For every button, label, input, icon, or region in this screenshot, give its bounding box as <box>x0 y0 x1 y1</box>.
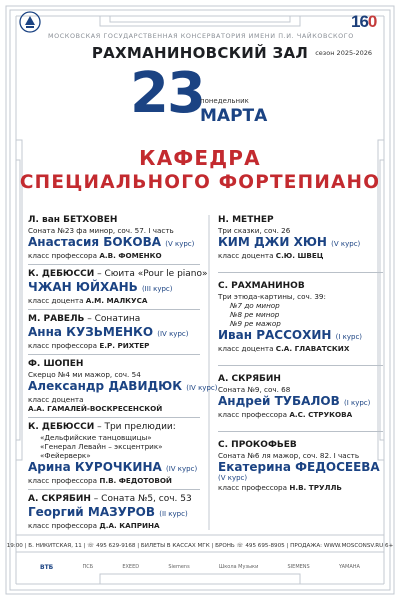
performer: Екатерина ФЕДОСЕЕВА <box>218 460 380 474</box>
sponsor-logo: EXEED <box>122 564 140 570</box>
program-item <box>28 422 200 485</box>
work-part: «Генерал Левайн – эксцентрик» <box>40 442 163 451</box>
divider <box>218 431 383 432</box>
performer: Анастасия БОКОВА (V курс) <box>28 235 195 249</box>
divider <box>28 354 200 355</box>
footer-info: 19:00 | Б. НИКИТСКАЯ, 11 | ☏ 495 629-9168 | БИЛЕТЫ В КАССАХ МГК | БРОНЬ ☏ 495 695-8905 | ПРОДАЖА: WWW.MOSCONSV.RU 6+ <box>6 543 394 549</box>
work: Скерцо №4 ми мажор, соч. 54 <box>28 370 141 379</box>
program-left-column <box>28 215 218 530</box>
composer: Л. ван БЕТХОВЕН <box>28 215 118 225</box>
course: (V курс) <box>331 240 361 248</box>
divider <box>28 309 200 310</box>
program-item <box>218 374 383 419</box>
divider <box>28 264 200 265</box>
concert-weekday: понедельник <box>200 97 249 105</box>
performer: Андрей ТУБАЛОВ (I курс) <box>218 394 371 408</box>
performer: Анна КУЗЬМЕНКО (IV курс) <box>28 325 189 339</box>
performer: Иван РАССОХИН (I курс) <box>218 328 363 342</box>
program-item <box>28 494 200 530</box>
conservatory-emblem-icon <box>18 10 42 34</box>
work: Соната №9, соч. 68 <box>218 385 291 394</box>
performer: Георгий МАЗУРОВ (II курс) <box>28 505 188 519</box>
program-item <box>28 269 208 305</box>
work-part: №7 до минор <box>230 301 280 310</box>
sponsor-logo: SIEMENS <box>287 564 310 570</box>
sponsor-logo: ПСБ <box>82 564 94 570</box>
program-item <box>218 440 383 492</box>
teacher: класс профессора А.С. СТРУКОВА <box>218 410 353 419</box>
teacher: класс профессора А.В. ФОМЕНКО <box>28 251 162 260</box>
teacher: класс профессора П.В. ФЕДОТОВОЙ <box>28 476 172 485</box>
composer: А. СКРЯБИН <box>218 374 281 384</box>
course: (V курс) <box>165 240 195 248</box>
divider <box>28 489 200 490</box>
work-part: №9 ре мажор <box>230 319 281 328</box>
work: Соната №6 ля мажор, соч. 82. I часть <box>218 451 360 460</box>
concert-day: 23 <box>130 61 204 126</box>
season-label: сезон 2025-2026 <box>315 49 372 57</box>
sponsor-logos <box>40 560 360 574</box>
teacher: класс доцента С.А. ГЛАВАТСКИХ <box>218 344 350 353</box>
teacher: класс доцента С.Ю. ШВЕЦ <box>218 251 324 260</box>
composer: С. ПРОКОФЬЕВ <box>218 440 297 450</box>
composer: Н. МЕТНЕР <box>218 215 274 225</box>
work-part: «Дельфийские танцовщицы» <box>40 433 152 442</box>
sponsor-logo: Школа Музыки <box>218 564 259 570</box>
sponsor-logo: YAMAHA <box>338 564 360 570</box>
course: (II курс) <box>159 510 188 518</box>
teacher: А.А. ГАМАЛЕЙ-ВОСКРЕСЕНСКОЙ <box>28 404 163 413</box>
work-part: «Фейерверк» <box>40 451 91 460</box>
composer: С. РАХМАНИНОВ <box>218 281 305 291</box>
performer: Арина КУРОЧКИНА (IV курс) <box>28 460 198 474</box>
work-part: №8 ре минор <box>230 310 280 319</box>
program-right-column <box>218 215 383 492</box>
sponsor-logo: Siemens <box>168 564 190 570</box>
composer: К. ДЕБЮССИ – Три прелюдии: <box>28 422 176 432</box>
course: (I курс) <box>343 399 371 407</box>
course: (V курс) <box>218 474 248 482</box>
performer: Александр ДАВИДЮК (IV курс) <box>28 379 218 393</box>
teacher: класс профессора Д.А. КАПРИНА <box>28 521 160 530</box>
teacher: класс профессора Н.В. ТРУЛЛЬ <box>218 483 342 492</box>
composer: К. ДЕБЮССИ – Сюита «Pour le piano» <box>28 269 208 279</box>
work: Соната №23 фа минор, соч. 57. I часть <box>28 226 174 235</box>
work: Три этюда-картины, соч. 39: <box>218 292 326 301</box>
program-item <box>28 314 200 350</box>
program-item <box>218 281 383 353</box>
title-line-1: КАФЕДРА <box>139 146 261 170</box>
composer: Ф. ШОПЕН <box>28 359 84 369</box>
hall-name: РАХМАНИНОВСКИЙ ЗАЛ <box>91 44 309 62</box>
conservatory-name: МОСКОВСКАЯ ГОСУДАРСТВЕННАЯ КОНСЕРВАТОРИЯ ИМЕНИ П.И. ЧАЙКОВСКОГО <box>48 32 354 40</box>
course: (IV курс) <box>157 330 189 338</box>
course: (III курс) <box>141 285 173 293</box>
divider <box>218 365 383 366</box>
teacher: класс профессора Е.Р. РИХТЕР <box>28 341 150 350</box>
title-line-2: СПЕЦИАЛЬНОГО ФОРТЕПИАНО <box>19 172 381 193</box>
program-item <box>28 359 218 413</box>
teacher-prefix: класс доцента <box>28 395 84 404</box>
course: (IV курс) <box>186 384 218 392</box>
performer: КИМ ДЖИ ХЮН (V курс) <box>218 235 361 249</box>
course: (IV курс) <box>165 465 198 473</box>
program-item <box>28 215 200 260</box>
work: Три сказки, соч. 26 <box>218 226 291 235</box>
performer: ЧЖАН ЮЙХАНЬ (III курс) <box>28 280 173 294</box>
composer: А. СКРЯБИН – Соната №5, соч. 53 <box>28 494 192 504</box>
course: (I курс) <box>335 333 363 341</box>
composer: М. РАВЕЛЬ – Сонатина <box>28 314 141 324</box>
divider <box>28 417 200 418</box>
sponsor-logo: ВТБ <box>40 563 54 571</box>
concert-month: МАРТА <box>200 106 268 126</box>
program-item <box>218 215 383 260</box>
teacher: класс доцента А.М. МАЛКУСА <box>28 296 148 305</box>
anniversary-160-logo: 160 <box>351 12 377 31</box>
divider <box>218 272 383 273</box>
